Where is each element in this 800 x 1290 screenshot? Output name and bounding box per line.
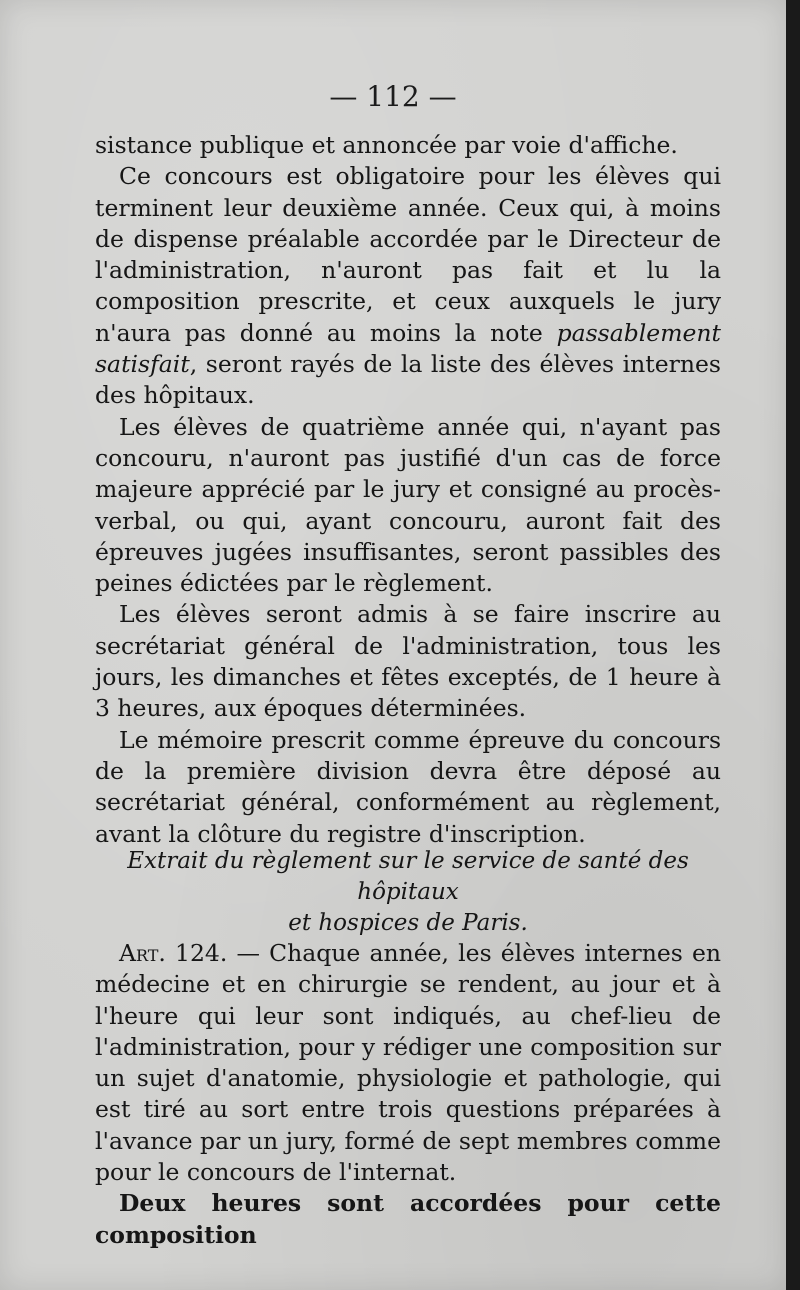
paragraph-continuation: sistance publique et annoncée par voie d'affiche. [95,131,678,159]
article-dash: — [227,939,270,967]
note-passablement: passablement satisfait [95,318,721,379]
page-edge [786,0,800,1290]
paragraph-memoire: Le mémoire prescrit comme épreuve du concours de la première division devra être déposé au secrétariat général, conformément au règlement, avant la clôture du registre d'inscription. [95,725,721,848]
paragraph-inscription: Les élèves seront admis à se faire inscrire au secrétariat général de l'administration, tous les jours, les dimanches et fêtes exceptés, de 1 heure à 3 heures, aux époques déterminées. [95,600,721,723]
paragraph-concours-end: , seront rayés de la liste des élèves internes des hôpitaux. [95,350,721,410]
paragraph-concours-text: Ce concours est obligatoire pour les élèves qui terminent leur deuxième année. Ceux qui, à moins de dispense préalable accordée par le Directeur de l'administration, n'auront pas fait et lu la composition prescrite, et ceux auxquels le jury n'aura pas donné au moins la note [95,162,721,347]
page-number: — 112 — [329,80,457,113]
article-paragraph [95,938,721,1188]
article-label: Art. 124. [119,939,228,967]
paragraph-quatrieme-annee: Les élèves de quatrième année qui, n'ayant pas concouru, n'auront pas justifié d'un cas de force majeure apprécié par le jury et consigné au procès-verbal, ou qui, ayant concouru, auront fait des épreuves jugées insuffisantes, seront passibles des peines édictées par le règlement. [95,412,721,598]
body-text-top [95,130,721,850]
article-text: Chaque année, les élèves internes en médecine et en chirurgie se rendent, au jour et à l'heure qui leur sont indiqués, au chef-lieu de l'administration, pour y rédiger une composition sur un sujet d'anatomie, physiologie et pathologie, qui est tiré au sort entre trois questions préparées à l'avance par un jury, formé de sept membres comme pour le concours de l'internat. [95,939,721,1187]
paragraph-concours [95,161,721,411]
last-line: Deux heures sont accordées pour cette composition [95,1189,721,1249]
section-title-line1: Extrait du règlement sur le service de santé des hôpitaux [127,848,689,905]
article-block [95,938,721,1251]
section-title [95,846,721,939]
section-title-line2: et hospices de Paris. [288,910,528,936]
